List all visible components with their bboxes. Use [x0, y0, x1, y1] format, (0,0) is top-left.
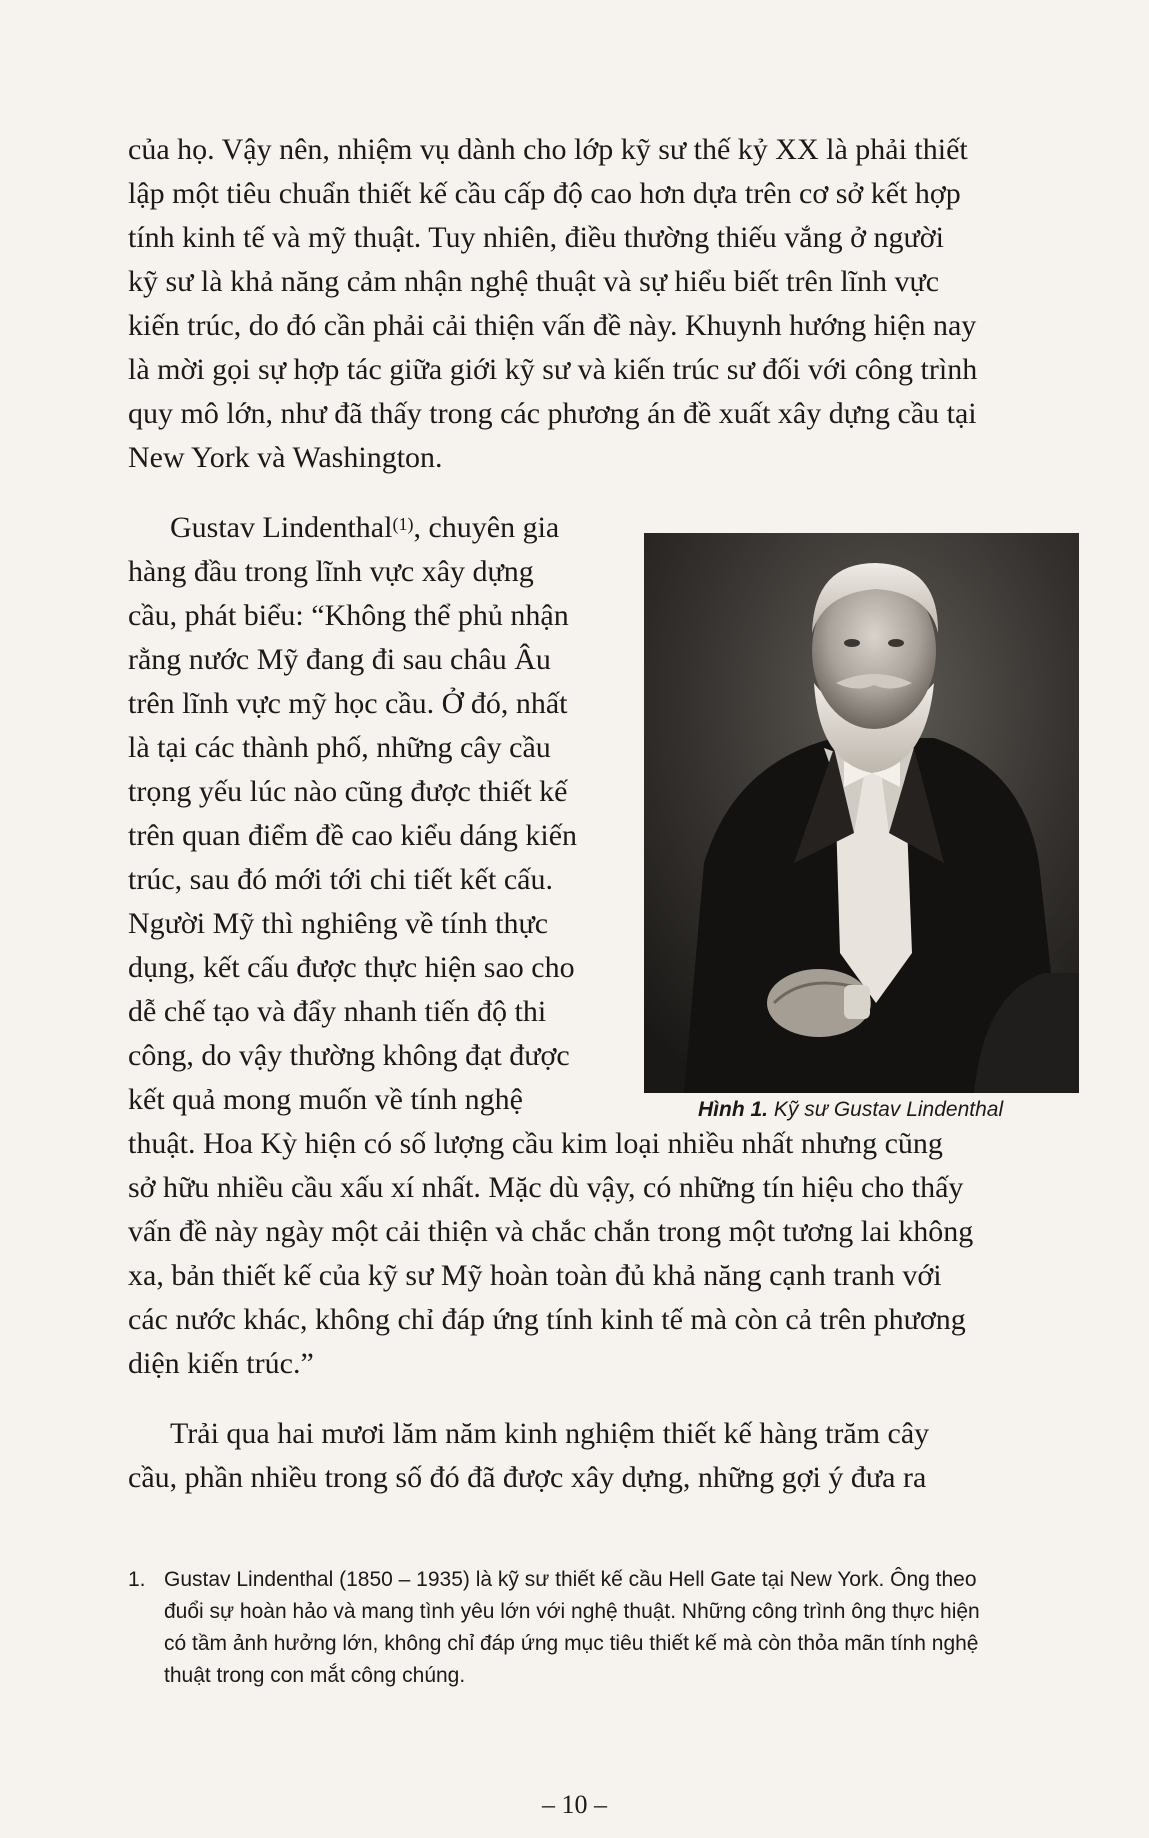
figure-label: Hình 1. [698, 1098, 769, 1121]
body-line: công, do vậy thường không đạt được [128, 1039, 570, 1072]
body-line: xa, bản thiết kế của kỹ sư Mỹ hoàn toàn đủ khả năng cạnh tranh với [128, 1259, 942, 1292]
portrait-photo [644, 533, 1079, 1093]
body-line: là tại các thành phố, những cây cầu [128, 731, 551, 764]
body-line: kỹ sư là khả năng cảm nhận nghệ thuật và sự hiểu biết trên lĩnh vực [128, 265, 940, 298]
body-line: kiến trúc, do đó cần phải cải thiện vấn đề này. Khuynh hướng hiện nay [128, 309, 977, 342]
body-line: là mời gọi sự hợp tác giữa giới kỹ sư và kiến trúc sư đối với công trình [128, 353, 978, 386]
body-line: sở hữu nhiều cầu xấu xí nhất. Mặc dù vậy, có những tín hiệu cho thấy [128, 1171, 964, 1204]
page-number: – 10 – [542, 1790, 607, 1819]
body-line: cầu, phần nhiều trong số đó đã được xây dựng, những gợi ý đưa ra [128, 1461, 927, 1494]
body-line: kết quả mong muốn về tính nghệ [128, 1083, 523, 1116]
body-line: quy mô lớn, như đã thấy trong các phương án đề xuất xây dựng cầu tại [128, 397, 977, 430]
figure-caption-text: Kỹ sư Gustav Lindenthal [768, 1098, 1004, 1121]
body-line: trúc, sau đó mới tới chi tiết kết cấu. [128, 863, 553, 896]
footnote-line: Gustav Lindenthal (1850 – 1935) là kỹ sư thiết kế cầu Hell Gate tại New York. Ông theo [164, 1568, 977, 1591]
footnote-marker[interactable]: (1) [392, 514, 414, 534]
body-line: Trải qua hai mươi lăm năm kinh nghiệm thiết kế hàng trăm cây [170, 1417, 930, 1450]
body-line: vấn đề này ngày một cải thiện và chắc chắn trong một tương lai không [128, 1215, 974, 1248]
footnote-line: thuật trong con mắt công chúng. [164, 1664, 466, 1687]
footnote-line: có tầm ảnh hưởng lớn, không chỉ đáp ứng mục tiêu thiết kế mà còn thỏa mãn tính nghệ [164, 1632, 979, 1655]
body-line: thuật. Hoa Kỳ hiện có số lượng cầu kim loại nhiều nhất nhưng cũng [128, 1127, 943, 1160]
figure-caption [698, 1096, 1003, 1124]
body-line: cầu, phát biểu: “Không thể phủ nhận [128, 599, 569, 632]
footnote-line: đuổi sự hoàn hảo và mang tình yêu lớn với nghệ thuật. Những công trình ông thực hiện [164, 1600, 980, 1623]
body-line: rằng nước Mỹ đang đi sau châu Âu [128, 643, 551, 676]
body-line: New York và Washington. [128, 441, 443, 474]
body-line: trọng yếu lúc nào cũng được thiết kế [128, 775, 568, 808]
body-line-first [170, 510, 559, 546]
body-line: trên quan điểm đề cao kiểu dáng kiến [128, 819, 578, 852]
body-line: dụng, kết cấu được thực hiện sao cho [128, 951, 575, 984]
body-line: tính kinh tế và mỹ thuật. Tuy nhiên, điều thường thiếu vắng ở người [128, 221, 944, 254]
person-name: Gustav Lindenthal [170, 511, 393, 544]
body-line: lập một tiêu chuẩn thiết kế cầu cấp độ cao hơn dựa trên cơ sở kết hợp [128, 177, 961, 210]
body-line: trên lĩnh vực mỹ học cầu. Ở đó, nhất [128, 687, 568, 720]
body-line: Người Mỹ thì nghiêng về tính thực [128, 907, 549, 940]
footnote-number: 1. [128, 1568, 146, 1591]
body-line: dễ chế tạo và đẩy nhanh tiến độ thi [128, 995, 547, 1028]
body-line: diện kiến trúc.” [128, 1347, 314, 1380]
body-line: hàng đầu trong lĩnh vực xây dựng [128, 555, 534, 588]
body-line: của họ. Vậy nên, nhiệm vụ dành cho lớp kỹ sư thế kỷ XX là phải thiết [128, 133, 968, 166]
body-line: các nước khác, không chỉ đáp ứng tính kinh tế mà còn cả trên phương [128, 1303, 966, 1336]
body-text: , chuyên gia [413, 511, 560, 544]
